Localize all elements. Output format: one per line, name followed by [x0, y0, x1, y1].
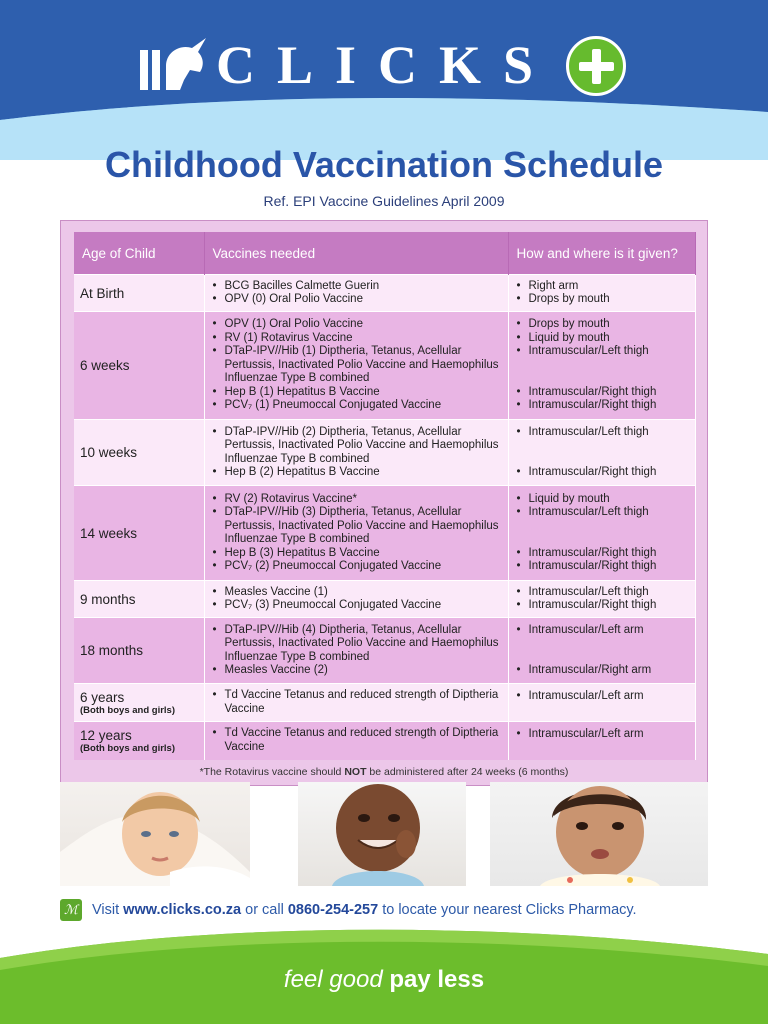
route-cell — [508, 312, 695, 420]
vaccines-cell — [204, 275, 508, 312]
route-item: • Drops by mouth — [515, 293, 689, 307]
table-row — [74, 684, 695, 722]
table-row — [74, 275, 695, 312]
age-cell — [74, 275, 204, 312]
table-row — [74, 722, 695, 760]
age-label: 14 weeks — [80, 525, 138, 541]
table-row — [74, 420, 695, 486]
vaccine-item: • PCV₇ (3) Pneumoccal Conjugated Vaccine — [211, 599, 502, 613]
vaccines-cell — [204, 312, 508, 420]
age-label: 12 years — [80, 727, 132, 743]
route-item: • Right arm — [515, 280, 689, 294]
baby-photo-2 — [298, 782, 466, 886]
clicks-logo — [140, 30, 555, 100]
route-item: • Intramuscular/Right thigh — [515, 466, 689, 480]
vaccines-cell — [204, 420, 508, 486]
vaccination-table — [74, 232, 696, 760]
vaccine-item: • PCV₇ (1) Pneumoccal Conjugated Vaccine — [211, 399, 502, 413]
vaccine-item: • DTaP-IPV//Hib (1) Diptheria, Tetanus, Acellular Pertussis, Inactivated Polio Vaccine and Haemophilus Influenzae Type B combined — [211, 345, 502, 386]
route-item: • Intramuscular/Right thigh — [515, 386, 689, 400]
route-cell — [508, 420, 695, 486]
vaccine-item: • Hep B (1) Hepatitus B Vaccine — [211, 386, 502, 400]
route-cell — [508, 684, 695, 722]
vaccine-item: • Hep B (3) Hepatitus B Vaccine — [211, 547, 502, 561]
tagline-pay-less: pay less — [389, 966, 485, 993]
vaccine-item: • OPV (0) Oral Polio Vaccine — [211, 293, 502, 307]
header-age: Age of Child — [74, 232, 204, 275]
unicorn-emblem-icon — [140, 36, 210, 94]
table-row — [74, 581, 695, 618]
age-cell — [74, 486, 204, 581]
vaccine-item: • OPV (1) Oral Polio Vaccine — [211, 318, 502, 332]
baby-photo-1 — [60, 782, 250, 886]
page-title: Childhood Vaccination Schedule — [104, 144, 664, 185]
vaccine-item: • Hep B (2) Hepatitus B Vaccine — [211, 466, 502, 480]
green-cross-icon — [566, 36, 626, 96]
route-item: • Drops by mouth — [515, 318, 689, 332]
table-row — [74, 618, 695, 684]
vaccine-item: • BCG Bacilles Calmette Guerin — [211, 280, 502, 294]
vaccines-cell — [204, 722, 508, 760]
age-cell — [74, 618, 204, 684]
route-item: • Liquid by mouth — [515, 332, 689, 346]
vaccine-item: • RV (1) Rotavirus Vaccine — [211, 332, 502, 346]
route-item: • Intramuscular/Right thigh — [515, 599, 689, 613]
website-link[interactable]: www.clicks.co.za — [123, 902, 242, 918]
visit-line: ℳ Visit www.clicks.co.za or call 0860-254-257 to locate your nearest Clicks Pharmacy. — [60, 897, 637, 923]
age-cell — [74, 581, 204, 618]
route-item: • Intramuscular/Left arm — [515, 624, 689, 638]
vaccine-item: • Td Vaccine Tetanus and reduced strength of Diptheria Vaccine — [211, 689, 502, 716]
age-label: 9 months — [80, 591, 136, 607]
table-row — [74, 312, 695, 420]
age-label: 18 months — [80, 643, 144, 658]
vaccine-item: • DTaP-IPV//Hib (4) Diptheria, Tetanus, Acellular Pertussis, Inactivated Polio Vaccine and Haemophilus Influenzae Type B combined — [211, 624, 502, 665]
age-note: (Both boys and girls) — [80, 742, 175, 754]
age-note: (Both boys and girls) — [80, 704, 175, 716]
route-item: • Intramuscular/Left thigh — [515, 426, 689, 440]
vaccines-cell — [204, 618, 508, 684]
table-header-row — [74, 232, 695, 275]
route-item: • Intramuscular/Left thigh — [515, 345, 689, 359]
age-cell — [74, 722, 204, 760]
vaccines-cell — [204, 486, 508, 581]
age-cell — [74, 420, 204, 486]
rotavirus-footnote: *The Rotavirus vaccine should NOT be administered after 24 weeks (6 months) — [199, 766, 569, 778]
route-cell — [508, 275, 695, 312]
route-cell — [508, 618, 695, 684]
page-subtitle: Ref. EPI Vaccine Guidelines April 2009 — [263, 193, 505, 209]
clicks-mini-logo-icon: ℳ — [60, 899, 82, 921]
vaccine-item: • Measles Vaccine (2) — [211, 664, 502, 678]
route-item: • Intramuscular/Left thigh — [515, 586, 689, 600]
table-row — [74, 486, 695, 581]
age-cell — [74, 684, 204, 722]
vaccine-item: • PCV₇ (2) Pneumoccal Conjugated Vaccine — [211, 560, 502, 574]
vaccine-item: • Td Vaccine Tetanus and reduced strength of Diptheria Vaccine — [211, 727, 502, 754]
vaccine-item: • Measles Vaccine (1) — [211, 586, 502, 600]
header-route: How and where is it given? — [508, 232, 695, 275]
vaccine-item: • DTaP-IPV//Hib (2) Diptheria, Tetanus, Acellular Pertussis, Inactivated Polio Vaccine and Haemophilus Influenzae Type B combined — [211, 426, 502, 467]
age-label: 6 weeks — [80, 358, 130, 373]
vaccine-item: • DTaP-IPV//Hib (3) Diptheria, Tetanus, Acellular Pertussis, Inactivated Polio Vaccine and Haemophilus Influenzae Type B combined — [211, 506, 502, 547]
vaccines-cell — [204, 684, 508, 722]
tagline — [0, 966, 768, 994]
route-item: • Intramuscular/Right arm — [515, 664, 689, 678]
phone-number[interactable]: 0860-254-257 — [287, 902, 379, 918]
age-label: 6 years — [80, 689, 125, 705]
route-item: • Intramuscular/Left thigh — [515, 506, 689, 520]
route-item: • Intramuscular/Right thigh — [515, 547, 689, 561]
route-item: • Liquid by mouth — [515, 493, 689, 507]
route-cell — [508, 581, 695, 618]
route-cell — [508, 722, 695, 760]
age-label: At Birth — [80, 285, 125, 301]
header-vaccines: Vaccines needed — [204, 232, 508, 275]
route-cell — [508, 486, 695, 581]
vaccines-cell — [204, 581, 508, 618]
vaccine-item: • RV (2) Rotavirus Vaccine* — [211, 493, 502, 507]
brand-name: CLICKS — [216, 35, 556, 95]
route-item: • Intramuscular/Right thigh — [515, 560, 689, 574]
baby-photo-3 — [490, 782, 708, 886]
route-item: • Intramuscular/Right thigh — [515, 399, 689, 413]
age-label: 10 weeks — [80, 445, 138, 460]
age-cell — [74, 312, 204, 420]
route-item: • Intramuscular/Left arm — [515, 728, 689, 742]
route-item: • Intramuscular/Left arm — [515, 690, 689, 704]
tagline-feel-good: feel good — [283, 966, 383, 993]
